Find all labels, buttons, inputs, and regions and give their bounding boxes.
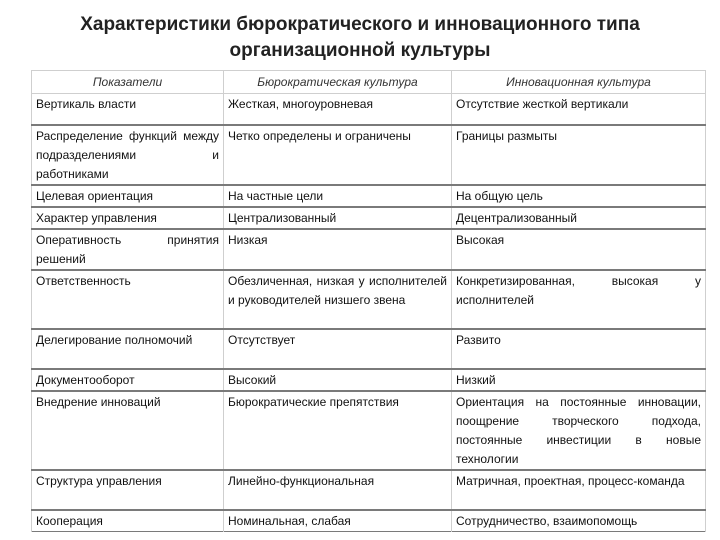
table-row [32, 94, 706, 125]
title-line-1: Характеристики бюрократического и инновационного типа [80, 14, 640, 35]
innovative-cell: Низкий [452, 369, 706, 391]
bureaucratic-cell: Централизованный [224, 207, 452, 229]
innovative-cell: Развито [452, 329, 706, 369]
indicator-cell: Распределение функций между подразделениями и работниками [32, 125, 224, 185]
table-row [32, 125, 706, 185]
bureaucratic-cell: На частные цели [224, 185, 452, 207]
table-row [32, 270, 706, 329]
innovative-cell: На общую цель [452, 185, 706, 207]
indicator-cell: Оперативность принятия решений [32, 229, 224, 270]
innovative-cell: Конкретизированная, высокая у исполнителей [452, 270, 706, 329]
page-title [0, 12, 720, 64]
indicator-cell: Документооборот [32, 369, 224, 391]
header-innovative: Инновационная культура [452, 71, 706, 94]
innovative-cell: Отсутствие жесткой вертикали [452, 94, 706, 125]
innovative-cell: Границы размыты [452, 125, 706, 185]
bureaucratic-cell: Высокий [224, 369, 452, 391]
bureaucratic-cell: Номинальная, слабая [224, 510, 452, 532]
indicator-cell: Внедрение инноваций [32, 391, 224, 470]
header-row [32, 71, 706, 94]
table-row [32, 329, 706, 369]
innovative-cell: Матричная, проектная, процесс-команда [452, 470, 706, 510]
indicator-cell: Характер управления [32, 207, 224, 229]
table-row [32, 185, 706, 207]
indicator-cell: Целевая ориентация [32, 185, 224, 207]
innovative-cell: Децентрализованный [452, 207, 706, 229]
header-bureaucratic: Бюрократическая культура [224, 71, 452, 94]
table-row [32, 510, 706, 532]
table-row [32, 369, 706, 391]
indicator-cell: Вертикаль власти [32, 94, 224, 125]
indicator-cell: Кооперация [32, 510, 224, 532]
table-row [32, 391, 706, 470]
bureaucratic-cell: Жесткая, многоуровневая [224, 94, 452, 125]
innovative-cell: Сотрудничество, взаимопомощь [452, 510, 706, 532]
indicator-cell: Структура управления [32, 470, 224, 510]
indicator-cell: Делегирование полномочий [32, 329, 224, 369]
header-indicators: Показатели [32, 71, 224, 94]
table-row [32, 207, 706, 229]
bureaucratic-cell: Низкая [224, 229, 452, 270]
bureaucratic-cell: Бюрократические препятствия [224, 391, 452, 470]
innovative-cell: Ориентация на постоянные инновации, поощрение творческого подхода, постоянные инвестиции в новые технологии [452, 391, 706, 470]
table-row [32, 229, 706, 270]
indicator-cell: Ответственность [32, 270, 224, 329]
title-line-2: организационной культуры [229, 40, 491, 61]
bureaucratic-cell: Отсутствует [224, 329, 452, 369]
comparison-table [31, 70, 706, 532]
innovative-cell: Высокая [452, 229, 706, 270]
table-row [32, 470, 706, 510]
bureaucratic-cell: Линейно-функциональная [224, 470, 452, 510]
bureaucratic-cell: Обезличенная, низкая у исполнителей и руководителей низшего звена [224, 270, 452, 329]
bureaucratic-cell: Четко определены и ограничены [224, 125, 452, 185]
